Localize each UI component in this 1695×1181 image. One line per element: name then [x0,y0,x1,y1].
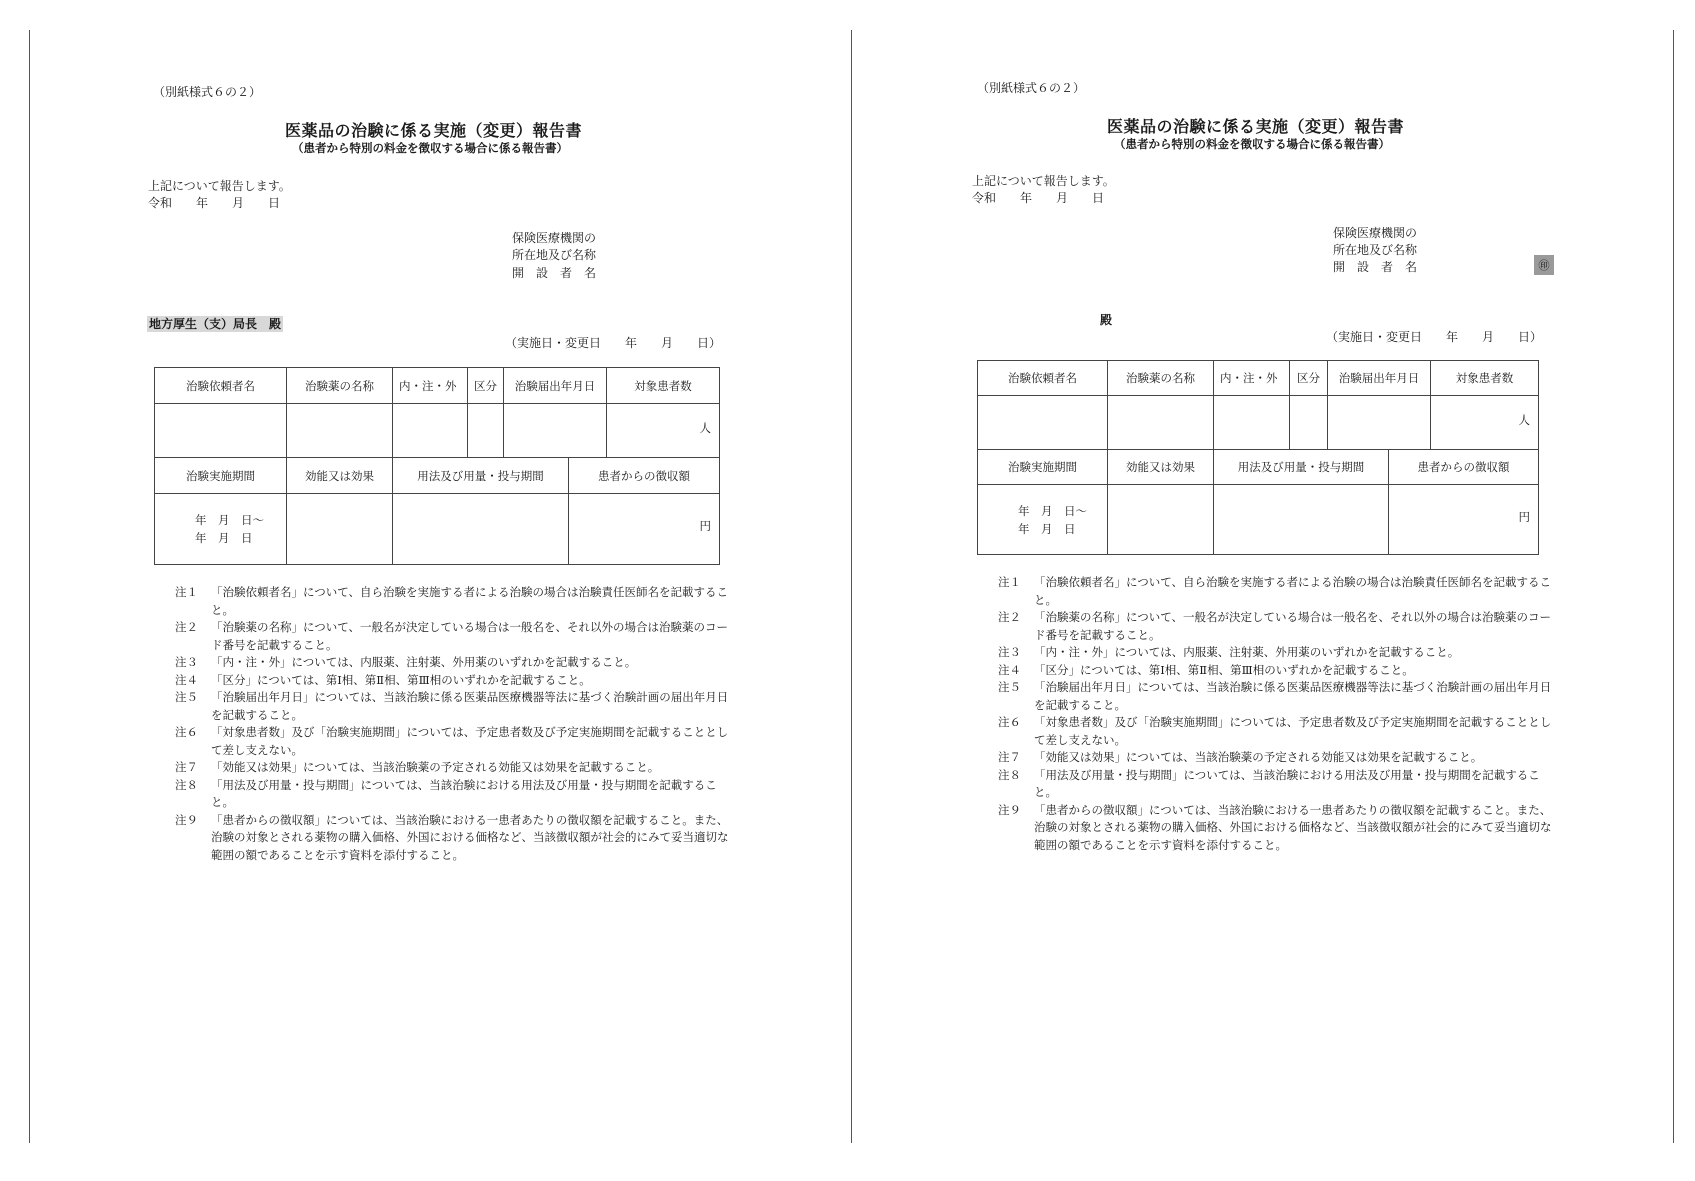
addressee-text: 地方厚生（支）局長 殿 [149,317,282,331]
header-drug-name: 治験薬の名称 [1108,361,1214,396]
note-item: 注４ 「区分」については、第Ⅰ相、第Ⅱ相、第Ⅲ相のいずれかを記載すること。 [998,662,1414,677]
note-item: 注６ 「対象患者数」及び「治験実施期間」については、予定患者数及び予定実施期間を記載することとして差し支えない。 [175,725,729,757]
header-notification-date: 治験届出年月日 [504,368,607,404]
note-item: 注９ 「患者からの徴収額」については、当該治験における一患者あたりの徴収額を記載すること。また、治験の対象とされる薬物の購入価格、外国における価格など、当該徴収額が社会的にみて妥当適切な範囲の額であることを示す資料を添付すること。 [175,812,729,862]
value-route [1214,396,1290,450]
note-item: 注５ 「治験届出年月日」については、当該治験に係る医薬品医療機器等法に基づく治験計画の届出年月日を記載すること。 [998,680,1552,712]
note-item: 注７ 「効能又は効果」については、当該治験薬の予定される効能又は効果を記載すること。 [998,750,1483,764]
header-phase: 区分 [468,368,504,404]
seal-stamp [1534,254,1554,275]
period-start: 年 月 日～ [1018,503,1087,518]
note-item: 注２ 「治験薬の名称」について、一般名が決定している場合は一般名を、それ以外の場合は治験薬のコード番号を記載すること。 [175,620,729,652]
note-item: 注９ 「患者からの徴収額」については、当該治験における一患者あたりの徴収額を記載すること。また、治験の対象とされる薬物の購入価格、外国における価格など、当該徴収額が社会的にみて妥当適切な範囲の額であることを示す資料を添付すること。 [998,802,1552,852]
value-sponsor [155,404,287,458]
form-number: （別紙様式６の２） [153,85,262,99]
header-drug-name: 治験薬の名称 [287,368,393,404]
header-efficacy: 効能又は効果 [1108,450,1214,485]
unit-yen: 円 [699,519,711,533]
value-sponsor [978,396,1108,450]
value-trial-period [978,485,1108,555]
document-subtitle: （患者から特別の料金を徴収する場合に係る報告書） [1114,137,1390,151]
header-fee: 患者からの徴収額 [569,458,720,494]
notes-section [175,584,735,864]
value-patient-count [607,404,720,458]
value-phase [1290,396,1328,450]
note-item: 注５ 「治験届出年月日」については、当該治験に係る医薬品医療機器等法に基づく治験計画の届出年月日を記載すること。 [175,690,729,722]
page-border-left [29,30,30,1143]
note-item: 注３ 「内・注・外」については、内服薬、注射薬、外用薬のいずれかを記載すること。 [175,655,637,669]
institution-label-1: 保険医療機関の [1333,226,1418,240]
page-border-right [1673,30,1674,1143]
header-dosage: 用法及び用量・投与期間 [1214,450,1389,485]
header-sponsor: 治験依頼者名 [978,361,1108,396]
value-drug-name [1108,396,1214,450]
header-trial-period: 治験実施期間 [155,458,287,494]
header-route: 内・注・外 [393,368,468,404]
value-dosage [393,494,569,565]
page-divider [851,30,852,1143]
document-title: 医薬品の治験に係る実施（変更）報告書 [1107,117,1405,136]
institution-label-1: 保険医療機関の [512,231,597,245]
note-item: 注２ 「治験薬の名称」について、一般名が決定している場合は一般名を、それ以外の場合は治験薬のコード番号を記載すること。 [998,610,1552,642]
unit-yen: 円 [1518,509,1530,524]
header-dosage: 用法及び用量・投与期間 [393,458,569,494]
header-fee: 患者からの徴収額 [1389,450,1539,485]
clinical-trial-table-lower [977,449,1539,555]
header-patient-count: 対象患者数 [1431,361,1539,396]
unit-people: 人 [699,420,711,435]
value-fee [569,494,720,565]
value-drug-name [287,404,393,458]
form-number: （別紙様式６の２） [977,81,1086,95]
clinical-trial-table [154,367,720,458]
value-dosage [1214,485,1389,555]
period-end: 年 月 日 [1018,521,1076,536]
clinical-trial-table-lower [154,457,720,565]
value-trial-period [155,494,287,565]
note-item: 注７ 「効能又は効果」については、当該治験薬の予定される効能又は効果を記載すること。 [175,760,660,774]
addressee [147,315,283,332]
addressee: 殿 [1100,313,1113,327]
clinical-trial-table [977,360,1539,450]
note-item: 注１ 「治験依頼者名」について、自ら治験を実施する者による治験の場合は治験責任医師名を記載すること。 [998,575,1552,607]
value-patient-count [1431,396,1539,450]
institution-label-2: 所在地及び名称 [512,248,597,262]
value-notification-date [1328,396,1431,450]
note-item: 注４ 「区分」については、第Ⅰ相、第Ⅱ相、第Ⅲ相のいずれかを記載すること。 [175,672,591,687]
institution-label-3: 開 設 者 名 [1333,260,1418,274]
note-item: 注８ 「用法及び用量・投与期間」については、当該治験における用法及び用量・投与期間を記載すること。 [998,767,1540,799]
header-notification-date: 治験届出年月日 [1328,361,1431,396]
institution-label-3: 開 設 者 名 [512,266,597,280]
document-title: 医薬品の治験に係る実施（変更）報告書 [285,121,583,140]
header-sponsor: 治験依頼者名 [155,368,287,404]
value-notification-date [504,404,607,458]
value-efficacy [287,494,393,565]
report-date: 令和 年 月 日 [972,191,1105,205]
seal-icon: ㊞ [1534,255,1554,275]
report-statement: 上記について報告します。 [148,179,291,193]
note-item: 注１ 「治験依頼者名」について、自ら治験を実施する者による治験の場合は治験責任医師名を記載すること。 [175,585,729,617]
header-patient-count: 対象患者数 [607,368,720,404]
note-item: 注８ 「用法及び用量・投与期間」については、当該治験における用法及び用量・投与期間を記載すること。 [175,777,717,809]
header-phase: 区分 [1290,361,1328,396]
header-efficacy: 効能又は効果 [287,458,393,494]
value-route [393,404,468,458]
value-efficacy [1108,485,1214,555]
document-subtitle: （患者から特別の料金を徴収する場合に係る報告書） [292,141,568,155]
notes-section [998,574,1556,854]
note-item: 注６ 「対象患者数」及び「治験実施期間」については、予定患者数及び予定実施期間を記載することとして差し支えない。 [998,715,1552,747]
implementation-date: （実施日・変更日 年 月 日） [505,336,722,350]
unit-people: 人 [1518,412,1530,427]
report-statement: 上記について報告します。 [972,174,1115,188]
period-start: 年 月 日～ [195,513,264,527]
institution-label-2: 所在地及び名称 [1333,243,1418,257]
period-end: 年 月 日 [195,531,253,545]
header-trial-period: 治験実施期間 [978,450,1108,485]
implementation-date: （実施日・変更日 年 月 日） [1326,330,1543,344]
value-fee [1389,485,1539,555]
value-phase [468,404,504,458]
report-date: 令和 年 月 日 [148,196,281,210]
header-route: 内・注・外 [1214,361,1290,396]
note-item: 注３ 「内・注・外」については、内服薬、注射薬、外用薬のいずれかを記載すること。 [998,645,1460,659]
